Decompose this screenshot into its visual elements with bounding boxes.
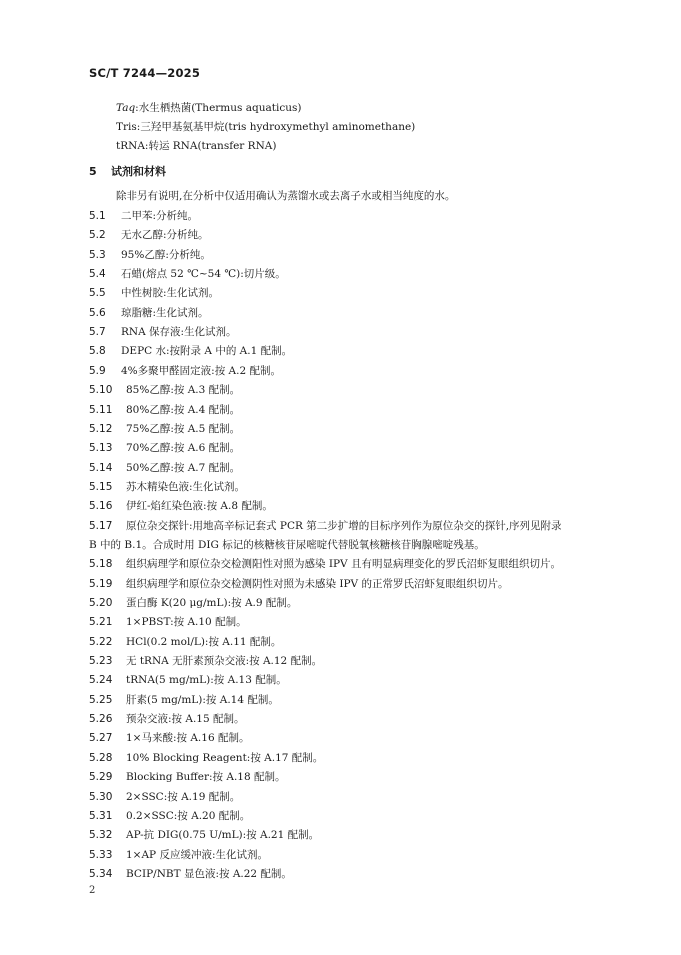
abbreviation-definition: :水生栖热菌(Thermus aquaticus) [135,102,302,114]
item-number: 5.9 [89,364,106,377]
item-number: 5.31 [89,809,113,822]
item-number: 5.25 [89,693,113,706]
list-item [89,285,599,300]
item-number: 5.27 [89,732,113,745]
section-number: 5 [89,165,97,178]
list-item [89,382,599,397]
item-text: 1×PBST:按 A.10 配制。 [126,616,247,629]
item-number: 5.11 [89,403,113,416]
item-text: HCl(0.2 mol/L):按 A.11 配制。 [126,635,282,648]
abbreviation-term: Taq [116,102,136,114]
list-item [89,769,599,784]
item-text: tRNA(5 mg/mL):按 A.13 配制。 [126,674,287,687]
list-item [89,227,599,242]
item-number: 5.28 [89,751,113,764]
abbreviation-definition: :三羟甲基氨基甲烷(tris hydroxymethyl aminomethane) [136,121,416,133]
item-number: 5.10 [89,384,113,397]
item-text: 苏木精染色液:生化试剂。 [126,480,246,493]
intro-paragraph: 除非另有说明,在分析中仅适用确认为蒸馏水或去离子水或相当纯度的水。 [116,190,456,202]
list-item [89,421,599,436]
list-item [89,730,599,745]
list-item [89,518,599,533]
list-item [89,827,599,842]
item-number: 5.6 [89,306,106,319]
item-text: BCIP/NBT 显色液:按 A.22 配制。 [126,867,292,880]
item-text: 组织病理学和原位杂交检测阳性对照为感染 IPV 且有明显病理变化的罗氏沼虾复眼组织切片。 [126,558,561,571]
item-text: RNA 保存液:生化试剂。 [121,326,237,339]
item-number: 5.16 [89,500,113,513]
item-number: 5.20 [89,597,113,609]
page-number: 2 [89,885,96,896]
list-item [89,672,599,687]
item-number: 5.23 [89,655,113,668]
item-text: 50%乙醇:按 A.7 配制。 [126,461,241,474]
list-item [89,750,599,765]
item-text: 中性树胶:生化试剂。 [121,287,220,300]
list-item [89,789,599,804]
item-text: 无水乙醇:分析纯。 [121,229,209,242]
item-number: 5.30 [89,790,113,803]
item-text: 无 tRNA 无肝素预杂交液:按 A.12 配制。 [126,655,323,668]
list-item [89,808,599,823]
list-item [89,343,599,358]
item-number: 5.13 [89,442,113,455]
item-number: 5.17 [89,519,113,532]
list-item [89,479,599,494]
list-item [89,363,599,378]
item-number: 5.22 [89,635,113,648]
item-text: 1×马来酸:按 A.16 配制。 [126,732,250,745]
list-item [89,614,599,629]
item-text: 蛋白酶 K(20 μg/mL):按 A.9 配制。 [126,597,298,609]
abbreviation-taq [116,100,301,115]
abbreviation-tris [116,119,415,134]
item-text: 肝素(5 mg/mL):按 A.14 配制。 [126,693,279,706]
document-code: SC/T 7244—2025 [89,66,201,80]
item-text: 1×AP 反应缓冲液:生化试剂。 [126,848,269,861]
item-number: 5.34 [89,867,113,880]
list-item [89,498,599,513]
list-item [89,692,599,707]
item-text: 85%乙醇:按 A.3 配制。 [126,384,241,397]
item-text: 10% Blocking Reagent:按 A.17 配制。 [126,751,324,764]
item-text: 二甲苯:分析纯。 [121,210,199,222]
item-number: 5.33 [89,848,113,861]
list-item [89,440,599,455]
item-number: 5.29 [89,771,113,784]
item-text: 原位杂交探针:用地高辛标记套式 PCR 第二步扩增的目标序列作为原位杂交的探针,序列见附录 [126,519,562,532]
item-number: 5.21 [89,616,113,629]
list-item [89,653,599,668]
item-text: 石蜡(熔点 52 ℃~54 ℃):切片级。 [121,268,286,281]
list-item [89,595,599,610]
list-item [89,208,599,223]
list-item [89,247,599,262]
item-number: 5.19 [89,577,113,590]
abbreviation-term: Tris [116,121,137,133]
item-number: 5.15 [89,480,113,493]
item-number: 5.4 [89,268,106,281]
list-item [89,460,599,475]
item-text: 伊红-焰红染色液:按 A.8 配制。 [126,500,273,513]
item-text: DEPC 水:按附录 A 中的 A.1 配制。 [121,345,293,358]
list-item [89,634,599,649]
item-number: 5.3 [89,248,106,261]
list-item [89,402,599,417]
section-title: 试剂和材料 [111,165,166,178]
item-number: 5.18 [89,558,113,571]
item-number: 5.32 [89,829,113,842]
item-text: 95%乙醇:分析纯。 [121,248,211,261]
item-number: 5.14 [89,461,113,474]
item-text: 琼脂糖:生化试剂。 [121,306,209,319]
item-number: 5.26 [89,713,113,726]
item-text: 4%多聚甲醛固定液:按 A.2 配制。 [121,364,281,377]
item-text: 0.2×SSC:按 A.20 配制。 [126,809,251,822]
list-item [89,556,599,571]
item-text: 80%乙醇:按 A.4 配制。 [126,403,241,416]
section-heading [89,163,166,179]
item-text: 组织病理学和原位杂交检测阴性对照为未感染 IPV 的正常罗氏沼虾复眼组织切片。 [126,577,509,590]
abbreviation-trna [116,138,276,153]
item-number: 5.5 [89,287,106,300]
list-item [89,711,599,726]
item-text: 75%乙醇:按 A.5 配制。 [126,422,241,435]
list-item [89,305,599,320]
list-item [89,847,599,862]
item-text: 2×SSC:按 A.19 配制。 [126,790,241,803]
item-number: 5.24 [89,674,113,687]
item-text: 70%乙醇:按 A.6 配制。 [126,442,241,455]
item-text: AP-抗 DIG(0.75 U/mL):按 A.21 配制。 [126,829,320,842]
item-text-continuation: B 中的 B.1。合成时用 DIG 标记的核糖核苷尿嘧啶代替脱氧核糖核苷胸腺嘧啶残基。 [89,538,485,551]
list-item [89,324,599,339]
abbreviation-definition: :转运 RNA(transfer RNA) [144,140,277,152]
item-number: 5.12 [89,422,113,435]
item-number: 5.8 [89,345,106,358]
list-item [89,866,599,881]
item-number: 5.7 [89,326,106,339]
item-number: 5.2 [89,229,106,242]
abbreviation-term: tRNA [116,140,145,152]
item-text: 预杂交液:按 A.15 配制。 [126,713,245,726]
item-text: Blocking Buffer:按 A.18 配制。 [126,771,286,784]
list-item [89,576,599,591]
item-number: 5.1 [89,210,106,222]
list-item [89,266,599,281]
